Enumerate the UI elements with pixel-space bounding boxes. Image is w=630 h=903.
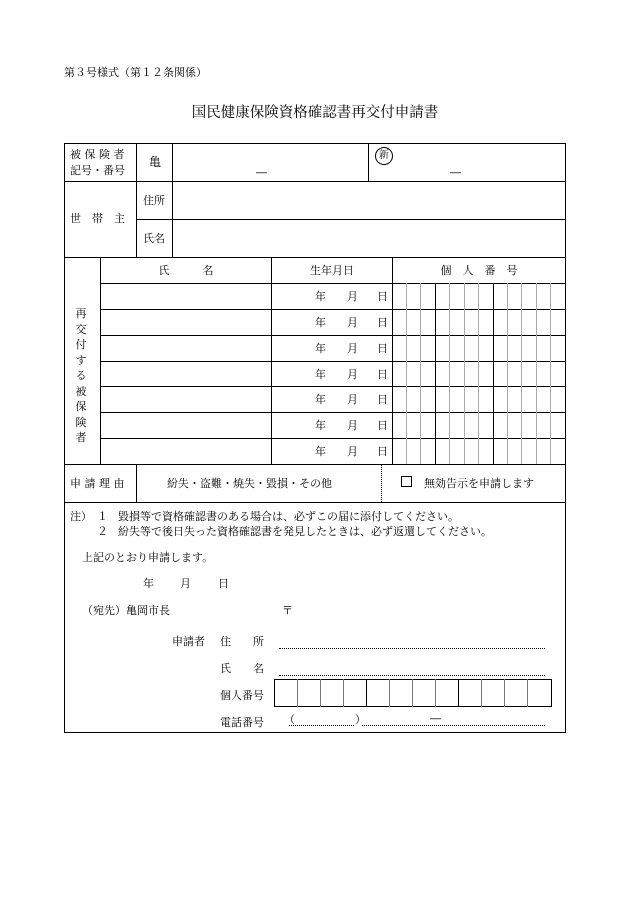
- applicant-number-field[interactable]: [274, 679, 552, 707]
- applicant-phone-label: 電話番号: [220, 716, 264, 729]
- birth-year-7: 年: [315, 445, 326, 458]
- digit-divider: [527, 679, 528, 707]
- digit-divider: [435, 679, 436, 707]
- digit-divider: [297, 679, 298, 707]
- note-1: 毀損等で資格確認書のある場合は、必ずこの届に添付してください。: [118, 510, 459, 523]
- digit-divider: [343, 679, 344, 707]
- birth-day-3: 日: [377, 342, 388, 355]
- declaration-text: 上記のとおり申請します。: [82, 551, 214, 564]
- insured-label: 被 保 険 者: [70, 148, 125, 161]
- birth-month-4: 月: [347, 368, 358, 381]
- form-number-label: 第３号様式（第１２条関係）: [64, 66, 207, 79]
- applicant-address-label: 住 所: [220, 635, 264, 648]
- page-title: 国民健康保険資格確認書再交付申請書: [191, 105, 439, 121]
- old-prefix: 亀: [149, 155, 162, 169]
- date-month: 月: [180, 577, 191, 590]
- addressee: （宛先）亀岡市長: [82, 604, 170, 617]
- digit-divider: [458, 679, 459, 707]
- birth-year-4: 年: [315, 368, 326, 381]
- birth-year-5: 年: [315, 393, 326, 406]
- reissue-side-label: 再交付する被保険者: [75, 307, 87, 444]
- birth-month-3: 月: [347, 342, 358, 355]
- applicant-name-field[interactable]: [279, 675, 545, 676]
- notes-prefix: 注）: [70, 510, 92, 523]
- household-head-label: 世 帯 主: [70, 212, 125, 225]
- birth-month-1: 月: [347, 290, 358, 303]
- birth-day-2: 日: [377, 316, 388, 329]
- applicant-address-field[interactable]: [279, 648, 545, 649]
- new-mark: 新: [379, 150, 389, 161]
- phone-area-field[interactable]: [289, 725, 354, 726]
- birth-day-4: 日: [377, 368, 388, 381]
- new-number-dash: ―: [450, 166, 461, 179]
- date-year: 年: [143, 577, 154, 590]
- date-day: 日: [218, 577, 229, 590]
- invalid-notice-checkbox[interactable]: [401, 476, 412, 487]
- birth-year-2: 年: [315, 316, 326, 329]
- reason-value: 紛失・盗難・焼失・毀損・その他: [167, 477, 332, 490]
- phone-open-paren: （: [284, 713, 295, 726]
- phone-number-field[interactable]: [362, 725, 545, 726]
- col-birth-header: 生年月日: [310, 264, 354, 277]
- birth-month-7: 月: [347, 445, 358, 458]
- note-2: 紛失等で後日失った資格確認書を発見したときは、必ず返還してください。: [118, 525, 492, 538]
- digit-divider: [412, 679, 413, 707]
- digit-divider: [366, 679, 367, 707]
- invalid-notice-text: 無効告示を申請します: [424, 477, 534, 490]
- applicant-number-label: 個人番号: [220, 689, 264, 702]
- digit-divider: [389, 679, 390, 707]
- note-2-number: ２: [97, 525, 108, 538]
- postal-mark: 〒: [282, 604, 293, 617]
- birth-day-5: 日: [377, 393, 388, 406]
- household-name-label: 氏名: [143, 232, 165, 245]
- col-number-header: 個 人 番 号: [440, 264, 518, 277]
- birth-day-1: 日: [377, 290, 388, 303]
- col-name-header: 氏 名: [158, 264, 214, 277]
- household-address-label: 住所: [143, 194, 165, 207]
- phone-close-paren: ）: [355, 713, 366, 726]
- birth-year-3: 年: [315, 342, 326, 355]
- birth-year-1: 年: [315, 290, 326, 303]
- birth-month-6: 月: [347, 419, 358, 432]
- reason-label: 申 請 理 由: [70, 477, 125, 490]
- phone-dash: ―: [430, 712, 441, 725]
- birth-month-5: 月: [347, 393, 358, 406]
- old-number-dash: ―: [256, 166, 267, 179]
- insured-number-label: 記号・番号: [70, 164, 125, 177]
- birth-day-6: 日: [377, 419, 388, 432]
- birth-month-2: 月: [347, 316, 358, 329]
- digit-divider: [481, 679, 482, 707]
- digit-divider: [504, 679, 505, 707]
- applicant-label: 申請者: [172, 635, 205, 648]
- applicant-name-label: 氏 名: [220, 662, 264, 675]
- new-mark-circle: [375, 147, 393, 165]
- birth-day-7: 日: [377, 445, 388, 458]
- birth-year-6: 年: [315, 419, 326, 432]
- note-1-number: １: [97, 510, 108, 523]
- digit-divider: [320, 679, 321, 707]
